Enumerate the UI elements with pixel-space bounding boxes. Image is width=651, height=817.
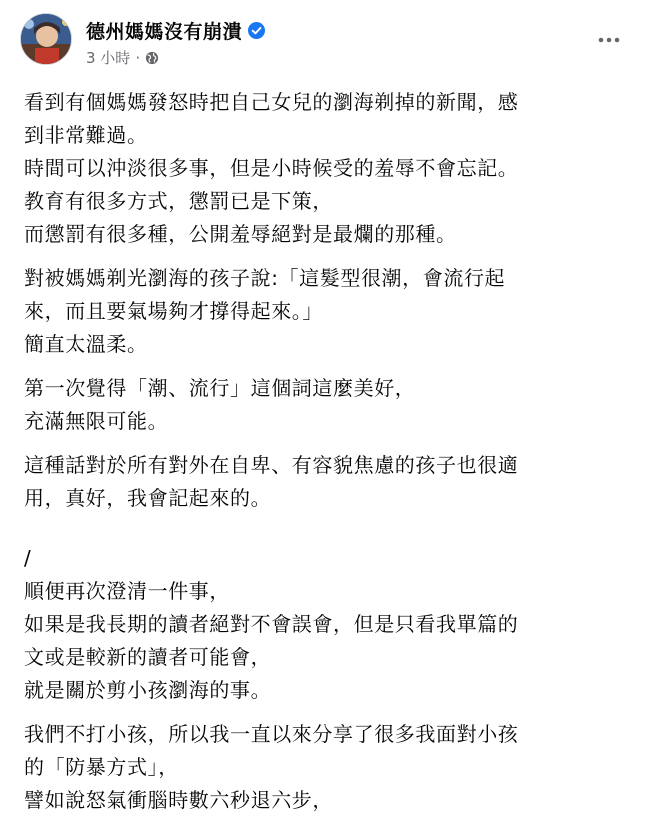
text-line: 我們不打小孩，所以我一直以來分享了很多我面對小孩 — [24, 722, 519, 746]
paragraph-5 — [24, 542, 634, 707]
text-line: 簡直太溫柔。 — [24, 332, 148, 356]
post-header — [0, 0, 651, 80]
author-name[interactable]: 德州媽媽沒有崩潰 — [86, 21, 243, 43]
text-line: 如果是我長期的讀者絕對不會誤會，但是只看我單篇的 — [24, 612, 519, 636]
text-line: 而懲罰有很多種，公開羞辱絕對是最爛的那種。 — [24, 222, 457, 246]
post-body — [24, 86, 634, 817]
text-line: / — [24, 546, 32, 570]
paragraph-1 — [24, 86, 634, 251]
text-line: 的「防暴方式」， — [24, 755, 179, 779]
text-line: 譬如說怒氣衝腦時數六秒退六步， — [24, 788, 333, 812]
text-line: 到非常難過。 — [24, 123, 148, 147]
author-avatar[interactable] — [20, 13, 72, 65]
text-line: 對被媽媽剃光瀏海的孩子說:「這髮型很潮，會流行起 — [24, 266, 506, 290]
post-meta — [86, 47, 159, 68]
text-line: 用，真好，我會記起來的。 — [24, 486, 272, 510]
paragraph-6 — [24, 718, 634, 817]
text-line: 第一次覺得「潮、流行」這個詞這麼美好， — [24, 376, 416, 400]
globe-icon[interactable] — [145, 51, 159, 65]
text-line: 教育有很多方式，懲罰已是下策， — [24, 189, 333, 213]
more-options-button[interactable] — [589, 20, 629, 60]
avatar-image — [21, 14, 72, 65]
paragraph-3 — [24, 372, 634, 438]
paragraph-4 — [24, 449, 634, 515]
post-timestamp[interactable]: 3 小時 — [86, 49, 131, 67]
text-line: 就是關於剪小孩瀏海的事。 — [24, 678, 272, 702]
text-line: 來，而且要氣場夠才撐得起來。」 — [24, 299, 323, 323]
text-line: 文或是較新的讀者可能會， — [24, 645, 272, 669]
text-line: 時間可以沖淡很多事，但是小時候受的羞辱不會忘記。 — [24, 156, 519, 180]
text-line: 充滿無限可能。 — [24, 409, 169, 433]
meta-separator: · — [135, 48, 141, 67]
text-line: 順便再次澄清一件事， — [24, 579, 230, 603]
more-options-icon — [597, 37, 621, 43]
paragraph-2 — [24, 262, 634, 361]
author-row — [86, 17, 265, 44]
text-line: 這種話對於所有對外在自卑、有容貌焦慮的孩子也很適 — [24, 453, 519, 477]
text-line: 看到有個媽媽發怒時把自己女兒的瀏海剃掉的新聞，感 — [24, 90, 519, 114]
verified-badge-icon — [248, 22, 265, 39]
